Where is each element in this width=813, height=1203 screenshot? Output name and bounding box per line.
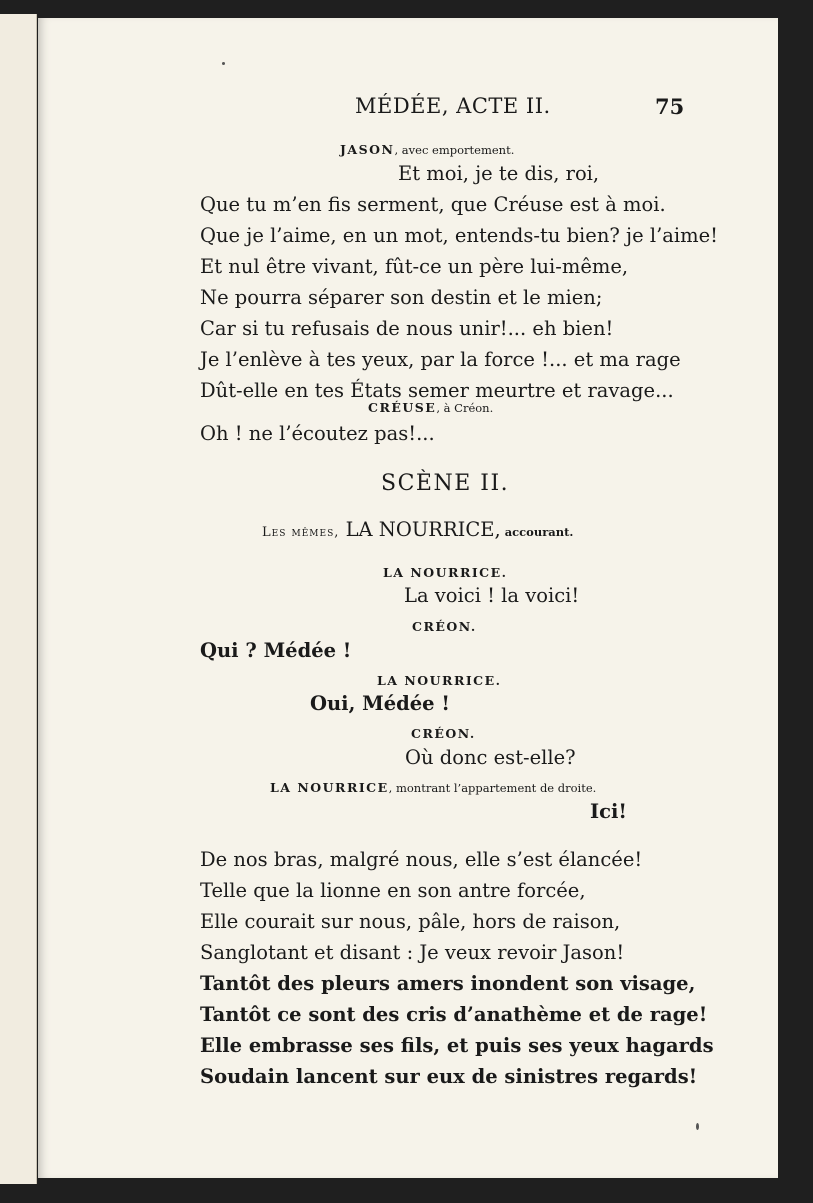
book-page xyxy=(38,18,778,1178)
page-number: 75 xyxy=(655,94,685,119)
ink-speck xyxy=(696,1123,699,1130)
verse-line: Que je l’aime, en un mot, entends-tu bien? je l’aime! xyxy=(200,224,718,247)
speaker-line xyxy=(340,142,514,157)
running-title: MÉDÉE, ACTE II. xyxy=(355,94,551,118)
verse-line: Ne pourra séparer son destin et le mien; xyxy=(200,286,603,309)
verse-line: Tantôt ce sont des cris d’anathème et de rage! xyxy=(200,1003,708,1026)
speaker-line xyxy=(368,400,493,415)
verse-line: Oh ! ne l’écoutez pas!... xyxy=(200,422,435,445)
scene-title: SCÈNE II. xyxy=(381,471,510,496)
verse-line: Sanglotant et disant : Je veux revoir Jason! xyxy=(200,941,625,964)
verse-line: Et moi, je te dis, roi, xyxy=(398,162,600,185)
ink-speck xyxy=(222,62,225,65)
verse-line: Dût-elle en tes États semer meurtre et ravage... xyxy=(200,379,674,402)
verse-line: Elle embrasse ses fils, et puis ses yeux hagards xyxy=(200,1034,714,1057)
speaker-name: LA NOURRICE xyxy=(270,780,389,795)
verse-line: Ici! xyxy=(590,800,627,823)
verse-line: Telle que la lionne en son antre forcée, xyxy=(200,879,586,902)
speaker-name: LA NOURRICE. xyxy=(383,565,508,580)
verse-line: Tantôt des pleurs amers inondent son visage, xyxy=(200,972,696,995)
stage-direction: , à Créon. xyxy=(436,401,494,415)
speaker-name: JASON xyxy=(340,142,395,157)
verse-line: Oui, Médée ! xyxy=(310,692,450,715)
cast-prefix: Les mêmes, xyxy=(262,525,340,540)
verse-line: Et nul être vivant, fût-ce un père lui-même, xyxy=(200,255,629,278)
left-page-edge xyxy=(0,14,37,1184)
verse-line: La voici ! la voici! xyxy=(404,584,580,607)
speaker-name: CRÉON. xyxy=(411,726,476,741)
verse-line: De nos bras, malgré nous, elle s’est élancée! xyxy=(200,848,643,871)
speaker-name: CRÉUSE xyxy=(368,400,437,415)
speaker-name: LA NOURRICE. xyxy=(377,673,502,688)
cast-list xyxy=(262,518,573,541)
stage-direction: accourant. xyxy=(500,525,574,539)
speaker-name: CRÉON. xyxy=(412,619,477,634)
verse-line: Que tu m’en fis serment, que Créuse est à moi. xyxy=(200,193,666,216)
speaker-line xyxy=(270,780,596,795)
verse-line: Car si tu refusais de nous unir!... eh bien! xyxy=(200,317,614,340)
verse-line: Qui ? Médée ! xyxy=(200,639,352,662)
verse-line: Je l’enlève à tes yeux, par la force !... et ma rage xyxy=(200,348,681,371)
verse-line: Elle courait sur nous, pâle, hors de raison, xyxy=(200,910,621,933)
stage-direction: , montrant l’appartement de droite. xyxy=(388,781,597,795)
stage-direction: , avec emportement. xyxy=(394,143,515,157)
cast-name: LA NOURRICE, xyxy=(339,518,501,541)
verse-line: Soudain lancent sur eux de sinistres regards! xyxy=(200,1065,698,1088)
verse-line: Où donc est-elle? xyxy=(405,746,576,769)
